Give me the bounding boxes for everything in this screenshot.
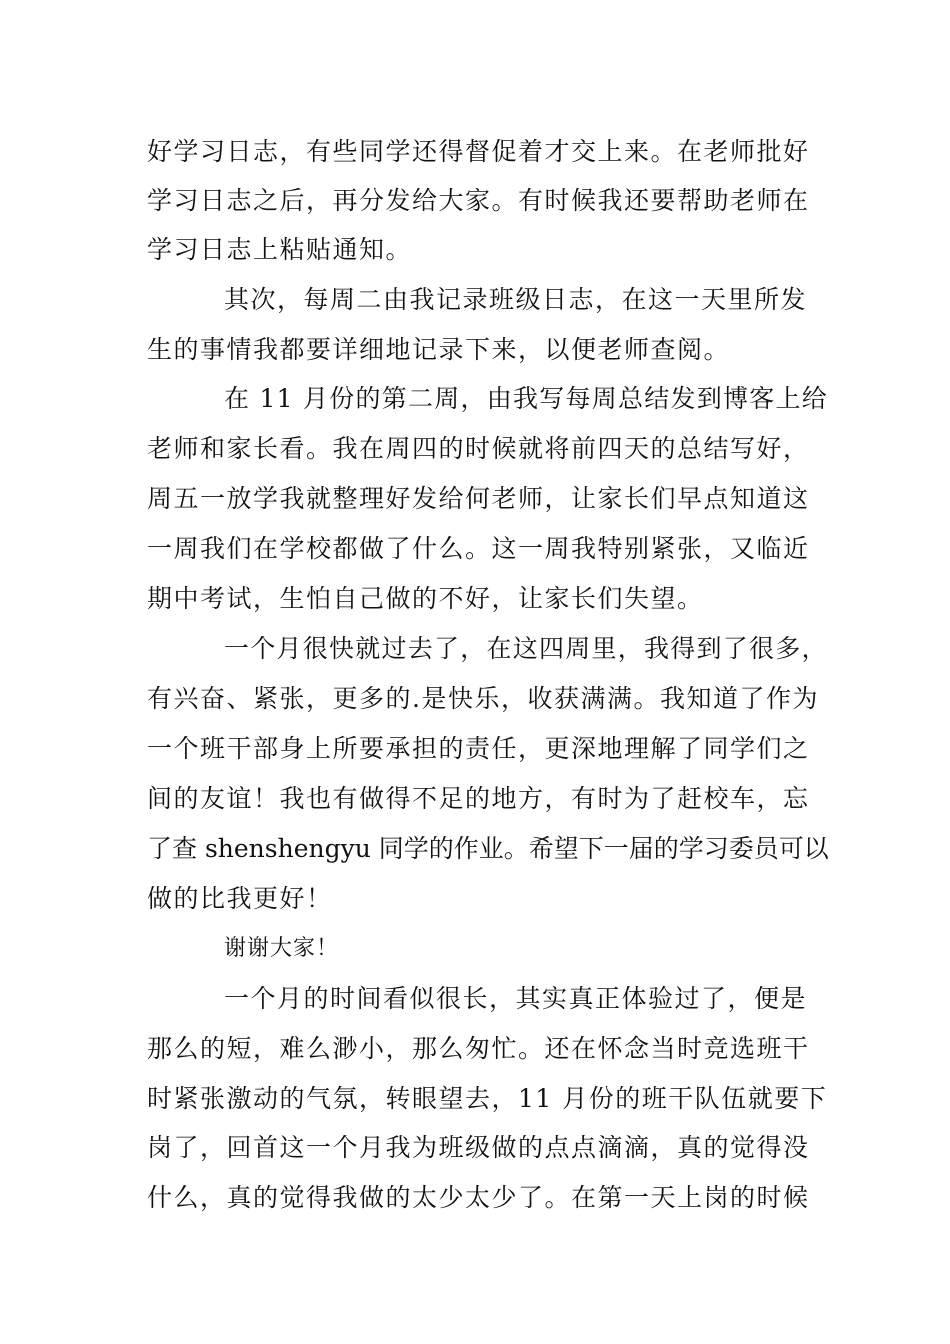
text-line: 什么，真的觉得我做的太少太少了。在第一天上岗的时候 (147, 1183, 810, 1212)
text-line: 一个月的时间看似很长，其实真正体验过了，便是 (224, 984, 808, 1013)
text-line: 期中考试，生怕自己做的不好，让家长们失望。 (147, 584, 704, 613)
text-line: 周五一放学我就整理好发给何老师，让家长们早点知道这 (147, 484, 810, 513)
text-line: 做的比我更好！ (147, 884, 333, 913)
closing-thanks: 谢谢大家！ (224, 936, 340, 961)
text-line: 那么的短，难么渺小，那么匆忙。还在怀念当时竞选班干 (147, 1034, 810, 1063)
text-line: 岗了，回首这一个月我为班级做的点点滴滴，真的觉得没 (147, 1133, 810, 1162)
text-line: 一周我们在学校都做了什么。这一周我特别紧张，又临近 (147, 534, 810, 563)
text-line: 有兴奋、紧张，更多的.是快乐，收获满满。我知道了作为 (147, 684, 819, 713)
text-line: 了查 shenshengyu 同学的作业。希望下一届的学习委员可以 (147, 834, 829, 863)
text-line: 一个班干部身上所要承担的责任，更深地理解了同学们之 (147, 734, 810, 763)
text-line: 老师和家长看。我在周四的时候就将前四天的总结写好， (147, 434, 810, 463)
text-line: 其次，每周二由我记录班级日志，在这一天里所发 (224, 285, 808, 314)
text-line: 一个月很快就过去了，在这四周里，我得到了很多， (224, 634, 828, 663)
text-line: 间的友谊！我也有做得不足的地方，有时为了赶校车，忘 (147, 784, 810, 813)
text-line: 在 11 月份的第二周，由我写每周总结发到博客上给 (224, 384, 828, 413)
text-line: 学习日志上粘贴通知。 (147, 235, 413, 264)
text-line: 好学习日志，有些同学还得督促着才交上来。在老师批好 (147, 137, 810, 166)
text-line: 学习日志之后，再分发给大家。有时候我还要帮助老师在 (147, 186, 810, 215)
text-line: 时紧张激动的气氛，转眼望去，11 月份的班干队伍就要下 (147, 1084, 828, 1113)
text-line: 生的事情我都要详细地记录下来，以便老师查阅。 (147, 335, 731, 364)
